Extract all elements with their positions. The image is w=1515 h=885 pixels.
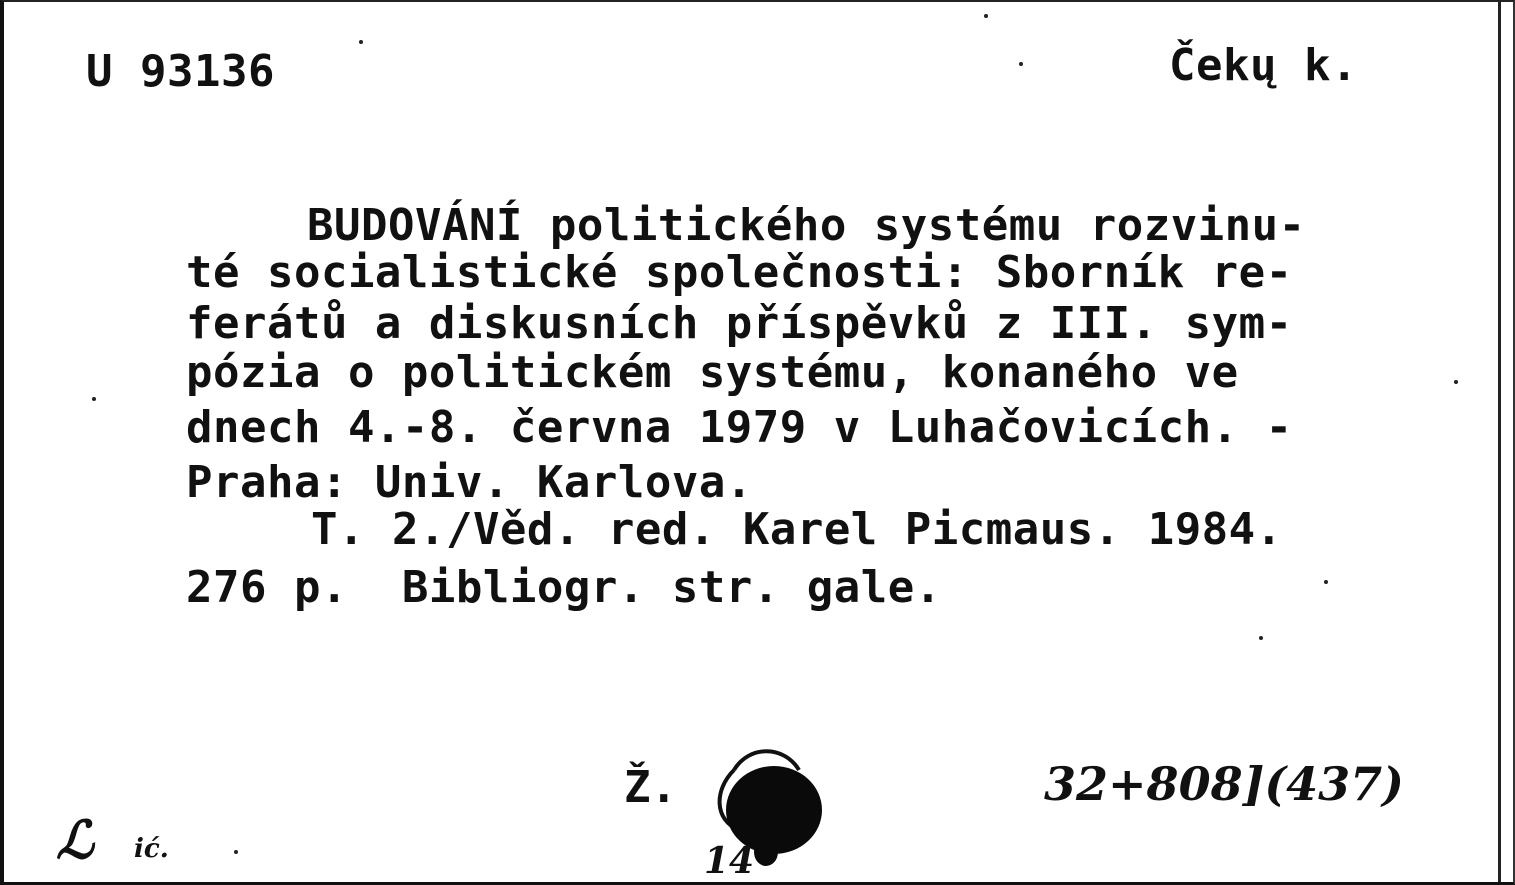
entry-line-4: pózia o politickém systému, konaného ve (186, 347, 1239, 398)
speck (234, 850, 238, 854)
card-edge (1498, 2, 1501, 882)
handwritten-initials: ℒ (56, 810, 94, 871)
entry-line-1: BUDOVÁNÍ politického systému rozvinu- (307, 200, 1306, 251)
entry-line-8: 276 p. Bibliogr. str. gale. (186, 562, 942, 613)
author-heading: Čekų k. (1169, 40, 1358, 91)
entry-line-3: ferátů a diskusních příspěvků z III. sym- (186, 298, 1293, 349)
entry-line-6: Praha: Univ. Karlova. (186, 457, 753, 508)
stamp-letter: Ž. (624, 762, 677, 813)
entry-line-5: dnech 4.-8. června 1979 v Luhačovicích. - (186, 402, 1293, 453)
speck (984, 14, 988, 18)
shelf-notation: 32+808](437) (1044, 757, 1404, 811)
speck (92, 397, 96, 401)
speck (1259, 636, 1263, 640)
speck (1019, 62, 1023, 66)
call-number: U 93136 (86, 46, 275, 97)
speck (1324, 580, 1328, 584)
small-handwritten-mark: ić. (134, 834, 169, 864)
entry-line-2: té socialistické společnosti: Sborník re- (186, 247, 1293, 298)
speck (1454, 380, 1458, 384)
bottom-number: 14 (704, 840, 755, 882)
entry-line-7: T. 2./Věd. red. Karel Picmaus. 1984. (311, 504, 1283, 555)
speck (359, 40, 363, 44)
